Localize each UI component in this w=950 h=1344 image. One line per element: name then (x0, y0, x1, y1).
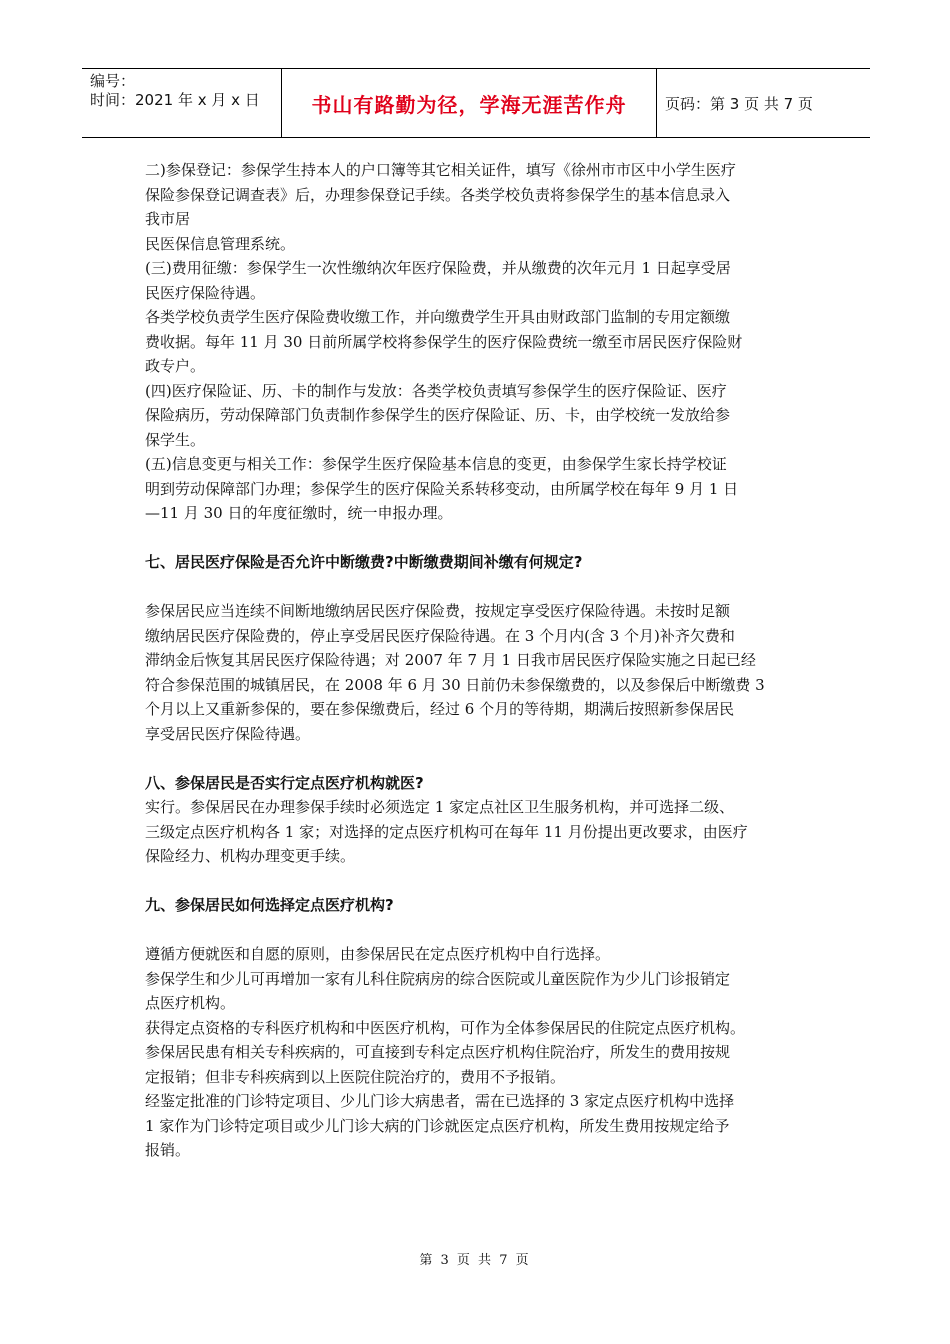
text-line: 费收据。每年 11 月 30 日前所属学校将参保学生的医疗保险费统一缴至市居民医疗保险财 (145, 332, 743, 351)
text-line: 保险病历，劳动保障部门负责制作参保学生的医疗保险证、历、卡，由学校统一发放给参 (145, 406, 731, 424)
text-line: 我市居 (145, 210, 191, 228)
page-header (82, 68, 870, 138)
text-line: (三)费用征缴：参保学生一次性缴纳次年医疗保险费，并从缴费的次年元月 1 日起享受居 (145, 259, 731, 277)
paragraph-specialist-disease (145, 1040, 810, 1089)
text-line: 缴纳居民医疗保险费的，停止享受居民医疗保险待遇。在 3 个月内(含 3 个月)补齐欠费和 (145, 626, 735, 645)
paragraph-designated-institution (145, 795, 810, 869)
text-line: 保险参保登记调查表》后，办理参保登记手续。各类学校负责将参保学生的基本信息录入 (145, 185, 731, 204)
text-line: 参保居民应当连续不间断地缴纳居民医疗保险费，按规定享受医疗保险待遇。未按时足额 (145, 602, 731, 620)
header-motto: 书山有路勤为径，学海无涯苦作舟 (282, 69, 657, 137)
header-page-number: 页码：第 3 页 共 7 页 (665, 94, 813, 113)
text-line: (五)信息变更与相关工作：参保学生医疗保险基本信息的变更，由参保学生家长持学校证 (145, 455, 727, 473)
section-heading-9: 九、参保居民如何选择定点医疗机构? (145, 896, 394, 914)
text-line: 保险经力、机构办理变更手续。 (145, 847, 356, 865)
section-heading-7: 七、居民医疗保险是否允许中断缴费?中断缴费期间补缴有何规定? (145, 553, 583, 571)
text-line: 点医疗机构。 (145, 994, 236, 1012)
text-line: 定报销；但非专科疾病到以上医院住院治疗的，费用不予报销。 (145, 1067, 566, 1086)
text-line: 享受居民医疗保险待遇。 (145, 724, 311, 743)
text-line: 明到劳动保障部门办理；参保学生的医疗保险关系转移变动，由所属学校在每年 9 月 1 日 (145, 479, 739, 498)
text-line: 二)参保登记：参保学生持本人的户口簿等其它相关证件，填写《徐州市市区中小学生医疗 (145, 161, 736, 179)
text-line: —11 月 30 日的年度征缴时，统一申报办理。 (145, 504, 453, 522)
text-line: 保学生。 (145, 430, 206, 449)
text-line: 遵循方便就医和自愿的原则，由参保居民在定点医疗机构中自行选择。 (145, 945, 611, 963)
paragraph-specialist-institution (145, 1016, 810, 1041)
text-line: 参保学生和少儿可再增加一家有儿科住院病房的综合医院或儿童医院作为少儿门诊报销定 (145, 969, 731, 988)
page-footer: 第 3 页 共 7 页 (419, 1253, 531, 1268)
section-heading-8: 八、参保居民是否实行定点医疗机构就医? (145, 773, 424, 792)
paragraph-insurance-card (145, 379, 810, 453)
document-number-label: 编号： (90, 72, 136, 90)
text-line: 滞纳金后恢复其居民医疗保险待遇；对 2007 年 7 月 1 日我市居民医疗保险实施之日起已经 (145, 651, 756, 669)
text-line: 参保居民患有相关专科疾病的，可直接到专科定点医疗机构住院治疗，所发生的费用按规 (145, 1043, 731, 1061)
text-line: 获得定点资格的专科医疗机构和中医医疗机构，可作为全体参保居民的住院定点医疗机构。 (145, 1018, 746, 1037)
paragraph-outpatient-special (145, 1089, 810, 1163)
text-line: 实行。参保居民在办理参保手续时必须选定 1 家定点社区卫生服务机构，并可选择二级、 (145, 798, 735, 816)
text-line: 民医疗保险待遇。 (145, 283, 266, 302)
text-line: 符合参保范围的城镇居民，在 2008 年 6 月 30 日前仍未参保缴费的，以及参保后中断缴费 3 (145, 675, 765, 694)
document-date-label: 时间：2021 年 x 月 x 日 (90, 91, 260, 109)
text-line: (四)医疗保险证、历、卡的制作与发放：各类学校负责填写参保学生的医疗保险证、医疗 (145, 381, 727, 400)
paragraph-registration (145, 158, 810, 256)
paragraph-school-collection (145, 305, 810, 379)
text-line: 政专户。 (145, 357, 206, 375)
document-body (145, 158, 810, 1163)
paragraph-interruption (145, 599, 810, 746)
paragraph-selection-principle (145, 942, 810, 967)
text-line: 报销。 (145, 1141, 191, 1159)
text-line: 个月以上又重新参保的，要在参保缴费后，经过 6 个月的等待期，期满后按照新参保居民 (145, 700, 735, 718)
paragraph-info-change (145, 452, 810, 526)
paragraph-children-option (145, 967, 810, 1016)
text-line: 经鉴定批准的门诊特定项目、少儿门诊大病患者，需在已选择的 3 家定点医疗机构中选择 (145, 1092, 735, 1110)
paragraph-fee-collection (145, 256, 810, 305)
text-line: 民医保信息管理系统。 (145, 234, 296, 253)
header-meta-cell (82, 69, 282, 137)
text-line: 各类学校负责学生医疗保险费收缴工作，并向缴费学生开具由财政部门监制的专用定额缴 (145, 308, 731, 326)
text-line: 三级定点医疗机构各 1 家；对选择的定点医疗机构可在每年 11 月份提出更改要求，由医疗 (145, 822, 748, 841)
text-line: 1 家作为门诊特定项目或少儿门诊大病的门诊就医定点医疗机构，所发生费用按规定给予 (145, 1116, 730, 1135)
